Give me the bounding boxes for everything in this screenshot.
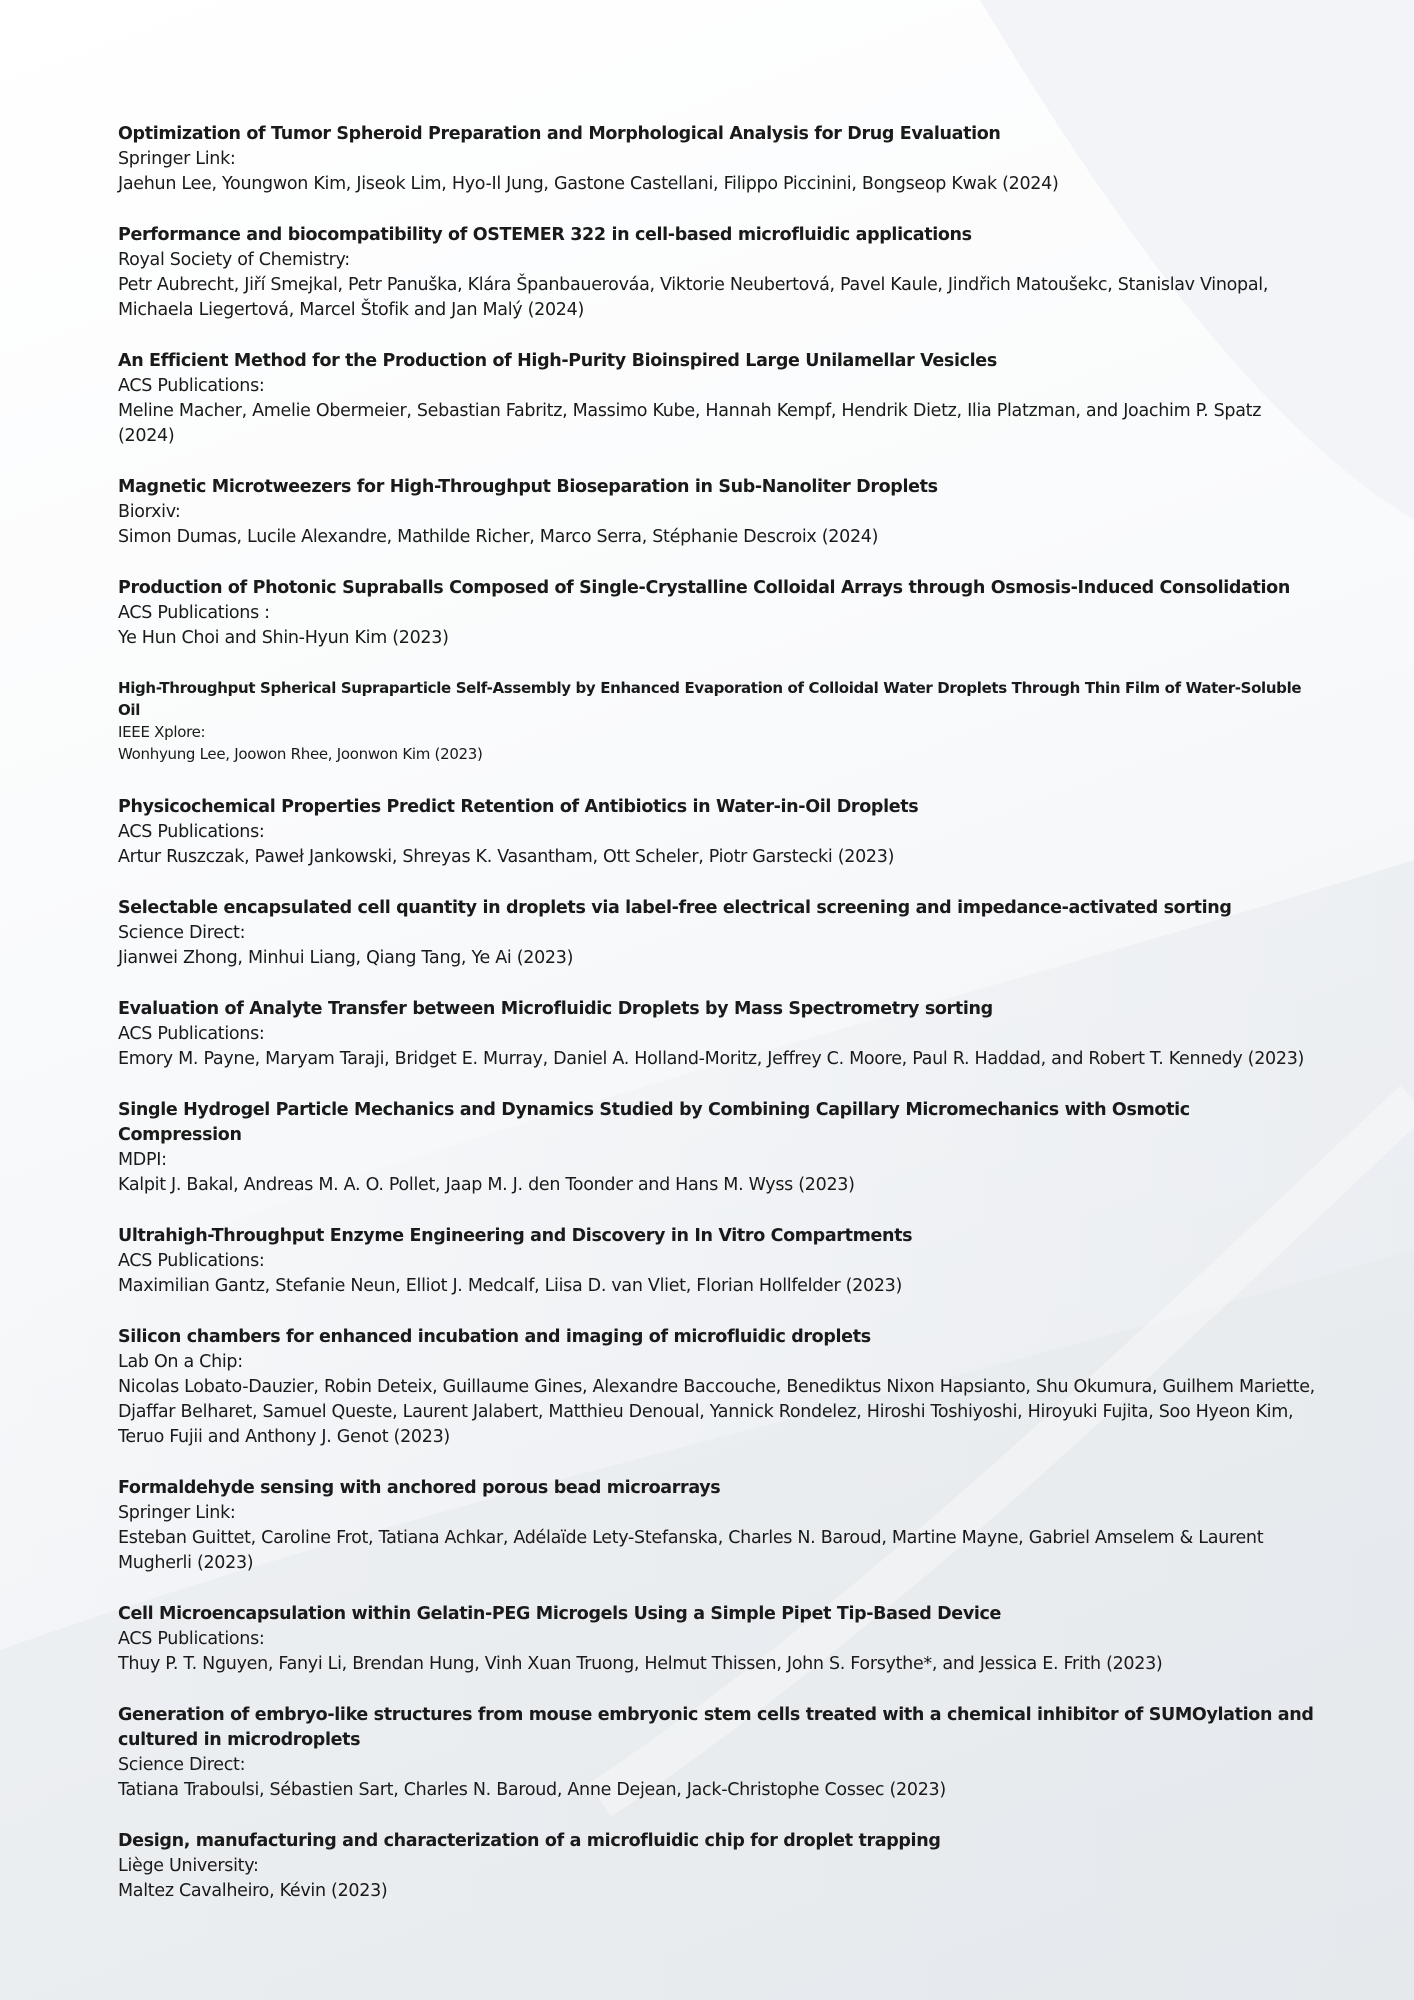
publication-authors: Maltez Cavalheiro, Kévin (2023) — [118, 1881, 388, 1901]
publication-authors: Jianwei Zhong, Minhui Liang, Qiang Tang, Ye Ai (2023) — [118, 948, 574, 968]
publication-item — [118, 1703, 1318, 1803]
publication-item — [118, 223, 1318, 323]
publication-authors: Thuy P. T. Nguyen, Fanyi Li, Brendan Hung, Vinh Xuan Truong, Helmut Thissen, John S. Forsythe*, and Jessica E. Frith (2023) — [118, 1654, 1163, 1674]
publication-source: Science Direct: — [118, 1755, 246, 1775]
publication-authors: Maximilian Gantz, Stefanie Neun, Elliot J. Medcalf, Liisa D. van Vliet, Florian Hollfelder (2023) — [118, 1276, 903, 1296]
publication-source: MDPI: — [118, 1150, 167, 1170]
publication-authors: Jaehun Lee, Youngwon Kim, Jiseok Lim, Hyo-Il Jung, Gastone Castellani, Filippo Piccinini, Bongseop Kwak (2024) — [118, 174, 1059, 194]
publication-source: ACS Publications: — [118, 822, 265, 842]
publication-title: Production of Photonic Supraballs Composed of Single-Crystalline Colloidal Arrays through Osmosis-Induced Consolidation — [118, 578, 1290, 598]
publication-source: ACS Publications: — [118, 1024, 265, 1044]
publication-item — [118, 1098, 1318, 1198]
publication-title: Selectable encapsulated cell quantity in droplets via label-free electrical screening and impedance-activated sorting — [118, 898, 1232, 918]
publication-source: Science Direct: — [118, 923, 246, 943]
publication-authors: Ye Hun Choi and Shin-Hyun Kim (2023) — [118, 628, 449, 648]
publication-title: An Efficient Method for the Production of High-Purity Bioinspired Large Unilamellar Vesicles — [118, 351, 997, 371]
publication-source: Lab On a Chip: — [118, 1352, 243, 1372]
publication-item — [118, 576, 1318, 651]
publication-authors: Emory M. Payne, Maryam Taraji, Bridget E. Murray, Daniel A. Holland-Moritz, Jeffrey C. Moore, Paul R. Haddad, and Robert T. Kennedy (2023) — [118, 1049, 1305, 1069]
publication-authors: Esteban Guittet, Caroline Frot, Tatiana Achkar, Adélaïde Lety-Stefanska, Charles N. Baroud, Martine Mayne, Gabriel Amselem & Laurent Mugherli (2023) — [118, 1528, 1264, 1573]
publication-item — [118, 1476, 1318, 1576]
publication-title: Formaldehyde sensing with anchored porous bead microarrays — [118, 1478, 721, 1498]
publication-source: Liège University: — [118, 1856, 259, 1876]
publication-source: Springer Link: — [118, 1503, 236, 1523]
publication-source: ACS Publications: — [118, 1629, 265, 1649]
publication-title: Evaluation of Analyte Transfer between Microfluidic Droplets by Mass Spectrometry sorting — [118, 999, 993, 1019]
publication-title: Generation of embryo-like structures from mouse embryonic stem cells treated with a chemical inhibitor of SUMOylation and cultured in microdroplets — [118, 1705, 1314, 1750]
publication-title: Cell Microencapsulation within Gelatin-PEG Microgels Using a Simple Pipet Tip-Based Device — [118, 1604, 1002, 1624]
publication-item — [118, 475, 1318, 550]
publication-authors: Artur Ruszczak, Paweł Jankowski, Shreyas K. Vasantham, Ott Scheler, Piotr Garstecki (2023) — [118, 847, 895, 867]
publication-title: High-Throughput Spherical Supraparticle Self-Assembly by Enhanced Evaporation of Colloidal Water Droplets Through Thin Film of Water-Soluble Oil — [118, 679, 1302, 719]
publication-item — [118, 896, 1318, 971]
publication-item — [118, 997, 1318, 1072]
publication-title: Ultrahigh-Throughput Enzyme Engineering and Discovery in In Vitro Compartments — [118, 1226, 913, 1246]
publication-title: Performance and biocompatibility of OSTEMER 322 in cell-based microfluidic applications — [118, 225, 972, 245]
publication-item — [118, 1325, 1318, 1450]
publication-title: Physicochemical Properties Predict Retention of Antibiotics in Water-in-Oil Droplets — [118, 797, 919, 817]
publication-authors: Kalpit J. Bakal, Andreas M. A. O. Pollet, Jaap M. J. den Toonder and Hans M. Wyss (2023) — [118, 1175, 855, 1195]
publication-authors: Wonhyung Lee, Joowon Rhee, Joonwon Kim (2023) — [118, 745, 483, 763]
publication-item — [118, 1829, 1318, 1904]
publication-source: IEEE Xplore: — [118, 723, 206, 741]
publication-title: Optimization of Tumor Spheroid Preparation and Morphological Analysis for Drug Evaluation — [118, 124, 1001, 144]
publication-item — [118, 795, 1318, 870]
publication-item — [118, 1602, 1318, 1677]
publication-authors: Meline Macher, Amelie Obermeier, Sebastian Fabritz, Massimo Kube, Hannah Kempf, Hendrik Dietz, Ilia Platzman, and Joachim P. Spatz (2024) — [118, 401, 1262, 446]
publication-title: Silicon chambers for enhanced incubation and imaging of microfluidic droplets — [118, 1327, 871, 1347]
publication-source: ACS Publications: — [118, 1251, 265, 1271]
publication-source: Biorxiv: — [118, 502, 181, 522]
publication-title: Magnetic Microtweezers for High-Throughput Bioseparation in Sub-Nanoliter Droplets — [118, 477, 938, 497]
publication-title: Single Hydrogel Particle Mechanics and Dynamics Studied by Combining Capillary Micromechanics with Osmotic Compression — [118, 1100, 1190, 1145]
publication-title: Design, manufacturing and characterization of a microfluidic chip for droplet trapping — [118, 1831, 941, 1851]
publication-source: Royal Society of Chemistry: — [118, 250, 350, 270]
publication-item — [118, 349, 1318, 449]
publication-source: Springer Link: — [118, 149, 236, 169]
publication-item — [118, 677, 1318, 765]
publication-authors: Petr Aubrecht, Jiří Smejkal, Petr Panuška, Klára Španbauerováa, Viktorie Neubertová, Pavel Kaule, Jindřich Matoušekc, Stanislav Vinopal, Michaela Liegertová, Marcel Štofik and Jan Malý (2024) — [118, 275, 1269, 320]
publication-source: ACS Publications: — [118, 376, 265, 396]
publication-item — [118, 122, 1318, 197]
publication-authors: Tatiana Traboulsi, Sébastien Sart, Charles N. Baroud, Anne Dejean, Jack-Christophe Cossec (2023) — [118, 1780, 946, 1800]
publication-list — [118, 122, 1318, 1930]
publication-authors: Nicolas Lobato-Dauzier, Robin Deteix, Guillaume Gines, Alexandre Baccouche, Benediktus Nixon Hapsianto, Shu Okumura, Guilhem Mariette, Djaffar Belharet, Samuel Queste, Laurent Jalabert, Matthieu Denoual, Yannick Rondelez, Hiroshi Toshiyoshi, Hiroyuki Fujita, Soo Hyeon Kim, Teruo Fujii and Anthony J. Genot (2023) — [118, 1377, 1315, 1447]
publication-source: ACS Publications : — [118, 603, 270, 623]
publication-authors: Simon Dumas, Lucile Alexandre, Mathilde Richer, Marco Serra, Stéphanie Descroix (2024) — [118, 527, 879, 547]
publication-item — [118, 1224, 1318, 1299]
